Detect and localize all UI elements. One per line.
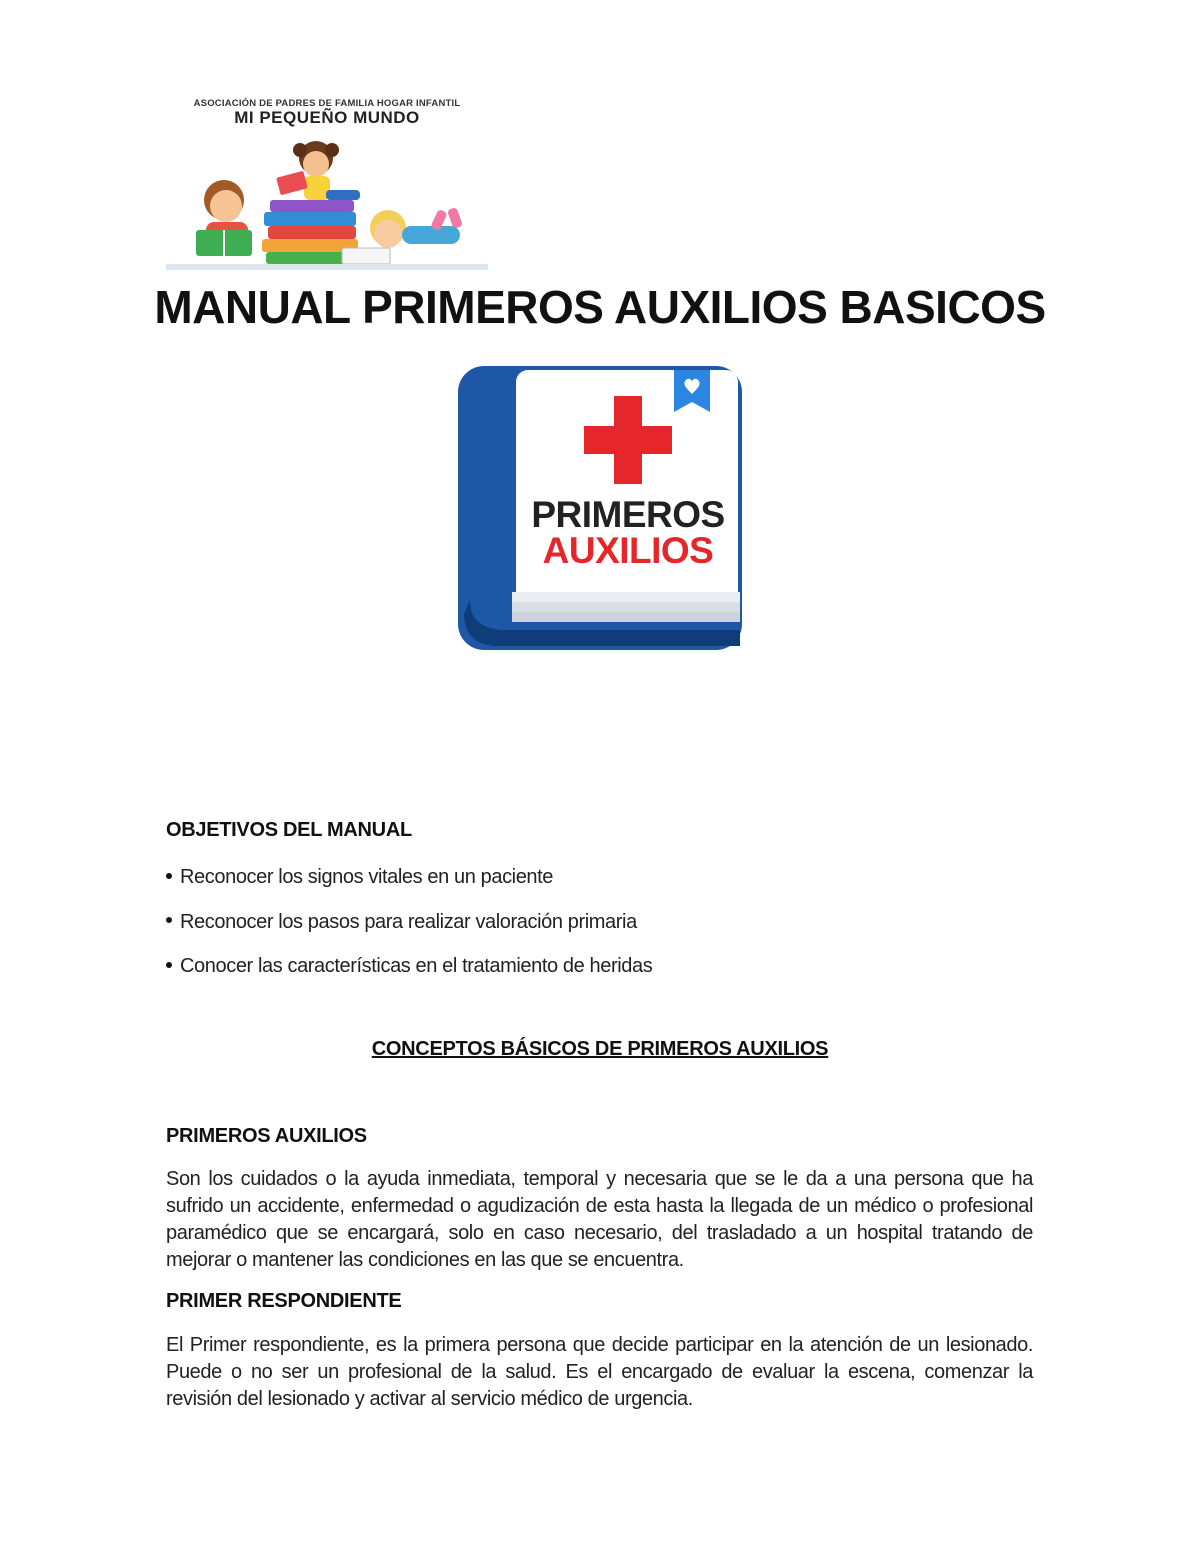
bullet-icon	[166, 873, 172, 879]
objectives-heading: OBJETIVOS DEL MANUAL	[166, 819, 412, 841]
first-responder-heading: PRIMER RESPONDIENTE	[166, 1290, 402, 1312]
concepts-title: CONCEPTOS BÁSICOS DE PRIMEROS AUXILIOS	[371, 1038, 829, 1060]
first-aid-paragraph: Son los cuidados o la ayuda inmediata, temporal y necesaria que se le da a una persona que ha sufrido un accidente, enfermedad o agudización de esta hasta la llegada de un médico o profesional paramédico que se encargará, solo en caso necesario, del trasladado a un hospital tratando de mejorar o mantener las condiciones en las que se encuentra.	[166, 1168, 1033, 1271]
objectives-list	[166, 862, 652, 996]
first-aid-book-icon	[456, 364, 744, 652]
first-aid-heading: PRIMEROS AUXILIOS	[166, 1125, 367, 1147]
book-label-line1: PRIMEROS	[531, 494, 725, 535]
page-title: MANUAL PRIMEROS AUXILIOS BASICOS	[154, 281, 1046, 333]
list-item: Conocer las características en el tratamiento de heridas	[166, 951, 652, 996]
children-reading-illustration	[166, 130, 488, 276]
list-item: Reconocer los signos vitales en un paciente	[166, 862, 652, 907]
logo-title: MI PEQUEÑO MUNDO	[234, 108, 420, 127]
list-item: Reconocer los pasos para realizar valoración primaria	[166, 907, 652, 952]
bullet-icon	[166, 917, 172, 923]
bullet-icon	[166, 962, 172, 968]
association-logo	[166, 92, 488, 276]
logo-association-name: ASOCIACIÓN DE PADRES DE FAMILIA HOGAR INFANTIL	[193, 98, 461, 109]
book-label-line2: AUXILIOS	[542, 530, 714, 571]
first-responder-paragraph: El Primer respondiente, es la primera persona que decide participar en la atención de un lesionado. Puede o no ser un profesional de la salud. Es el encargado de evaluar la escena, comenzar la revisión del lesionado y activar al servicio médico de urgencia.	[166, 1334, 1033, 1410]
